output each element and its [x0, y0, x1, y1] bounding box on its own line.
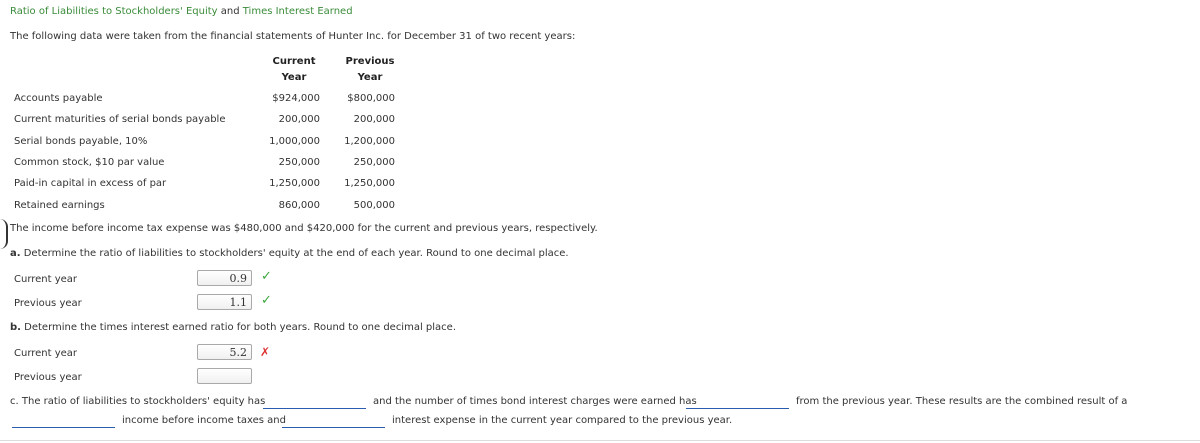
current-value: 200,000 [278, 114, 320, 125]
title-part-1: Ratio of Liabilities to Stockholders' Equity [10, 6, 218, 17]
part-c-dropdown-2[interactable] [686, 408, 789, 409]
part-b-question [10, 322, 456, 333]
row-label: Current maturities of serial bonds payable [14, 114, 226, 125]
previous-value: 200,000 [353, 114, 395, 125]
row-label: Serial bonds payable, 10% [14, 136, 148, 147]
previous-value: 250,000 [353, 157, 395, 168]
title-part-2: Times Interest Earned [242, 6, 353, 17]
previous-year-header [330, 54, 410, 86]
current-value: $924,000 [272, 93, 320, 104]
part-c-text-4: income before income taxes and [122, 415, 286, 426]
part-b-current-label: Current year [14, 348, 78, 359]
current-value: 860,000 [278, 200, 320, 211]
income-note: The income before income tax expense was $480,000 and $420,000 for the current and previous years, respectively. [10, 223, 598, 234]
part-b-previous-label: Previous year [14, 372, 82, 383]
previous-header-line-1: Previous [345, 56, 395, 67]
part-a-question [10, 248, 569, 259]
previous-value: 1,250,000 [344, 178, 395, 189]
part-c-text-2: and the number of times bond interest charges were earned has [373, 396, 697, 407]
previous-header-line-2: Year [357, 72, 383, 83]
current-value: 1,250,000 [269, 178, 320, 189]
divider [0, 440, 1200, 441]
row-label: Accounts payable [14, 93, 103, 104]
part-a-current-label: Current year [14, 274, 78, 285]
row-label: Common stock, $10 par value [14, 157, 165, 168]
part-c-text-5: interest expense in the current year compared to the previous year. [392, 415, 733, 426]
current-value: 250,000 [278, 157, 320, 168]
correct-check-icon: ✓ [261, 269, 272, 284]
part-b-letter: b. [10, 322, 21, 333]
part-b-text: Determine the times interest earned ratio for both years. Round to one decimal place. [20, 322, 456, 333]
section-bracket [0, 219, 8, 249]
part-a-current-input[interactable]: 0.9 [197, 270, 252, 286]
part-a-letter: a. [10, 248, 21, 259]
part-b-previous-input[interactable] [197, 368, 252, 384]
correct-check-icon: ✓ [261, 293, 272, 308]
part-a-text: Determine the ratio of liabilities to stockholders' equity at the end of each year. Round to one decimal place. [20, 248, 569, 259]
part-c-dropdown-3[interactable] [12, 427, 115, 428]
part-c-dropdown-4[interactable] [282, 427, 385, 428]
part-c-dropdown-1[interactable] [263, 408, 366, 409]
page-title [10, 6, 353, 17]
intro-text: The following data were taken from the financial statements of Hunter Inc. for December 31 of two recent years: [10, 31, 576, 42]
current-year-header [254, 54, 334, 86]
current-value: 1,000,000 [269, 136, 320, 147]
title-and: and [217, 6, 243, 17]
part-c-letter: c. [10, 396, 19, 407]
part-c-text-1: c. The ratio of liabilities to stockholders' equity has [10, 396, 266, 407]
previous-value: $800,000 [347, 93, 395, 104]
row-label: Paid-in capital in excess of par [14, 178, 167, 189]
current-header-line-1: Current [272, 56, 316, 67]
part-a-previous-input[interactable]: 1.1 [197, 294, 252, 310]
incorrect-x-icon: ✗ [260, 345, 271, 359]
row-label: Retained earnings [14, 200, 105, 211]
part-c-text-3: from the previous year. These results are the combined result of a [796, 396, 1128, 407]
previous-value: 500,000 [353, 200, 395, 211]
previous-value: 1,200,000 [344, 136, 395, 147]
part-b-current-input[interactable]: 5.2 [197, 344, 252, 360]
current-header-line-2: Year [281, 72, 307, 83]
part-a-previous-label: Previous year [14, 298, 82, 309]
